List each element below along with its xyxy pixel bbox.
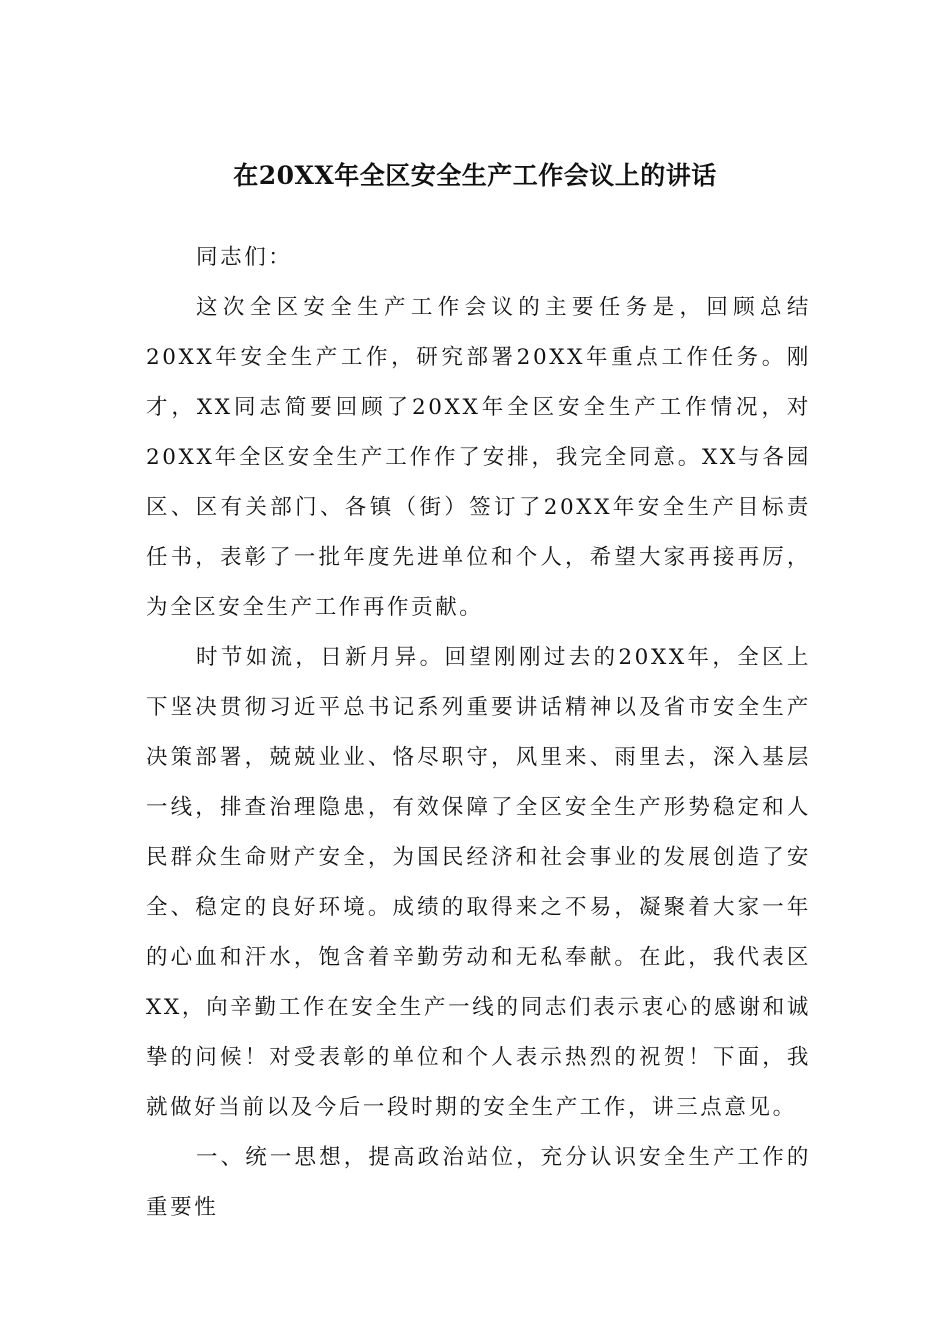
document-body	[146, 233, 811, 1233]
salutation: 同志们：	[196, 245, 293, 270]
paragraph-opening: 这次全区安全生产工作会议的主要任务是，回顾总结20XX年安全生产工作，研究部署20XX年重点工作任务。刚才，XX同志简要回顾了20XX年全区安全生产工作情况，对20XX年全区安全生产工作作了安排，我完全同意。XX与各园区、区有关部门、各镇（街）签订了20XX年安全生产目标责任书，表彰了一批年度先进单位和个人，希望大家再接再厉，为全区安全生产工作再作贡献。	[146, 295, 811, 620]
paragraph-review: 时节如流，日新月异。回望刚刚过去的20XX年，全区上下坚决贯彻习近平总书记系列重要讲话精神以及省市安全生产决策部署，兢兢业业、恪尽职守，风里来、雨里去，深入基层一线，排查治理隐患，有效保障了全区安全生产形势稳定和人民群众生命财产安全，为国民经济和社会事业的发展创造了安全、稳定的良好环境。成绩的取得来之不易，凝聚着大家一年的心血和汗水，饱含着辛勤劳动和无私奉献。在此，我代表区XX，向辛勤工作在安全生产一线的同志们表示衷心的感谢和诚挚的问候！对受表彰的单位和个人表示热烈的祝贺！下面，我就做好当前以及今后一段时期的安全生产工作，讲三点意见。	[146, 645, 811, 1120]
document-title: 在20XX年全区安全生产工作会议上的讲话	[233, 161, 717, 190]
section-heading-one: 一、统一思想，提高政治站位，充分认识安全生产工作的重要性	[146, 1145, 811, 1220]
